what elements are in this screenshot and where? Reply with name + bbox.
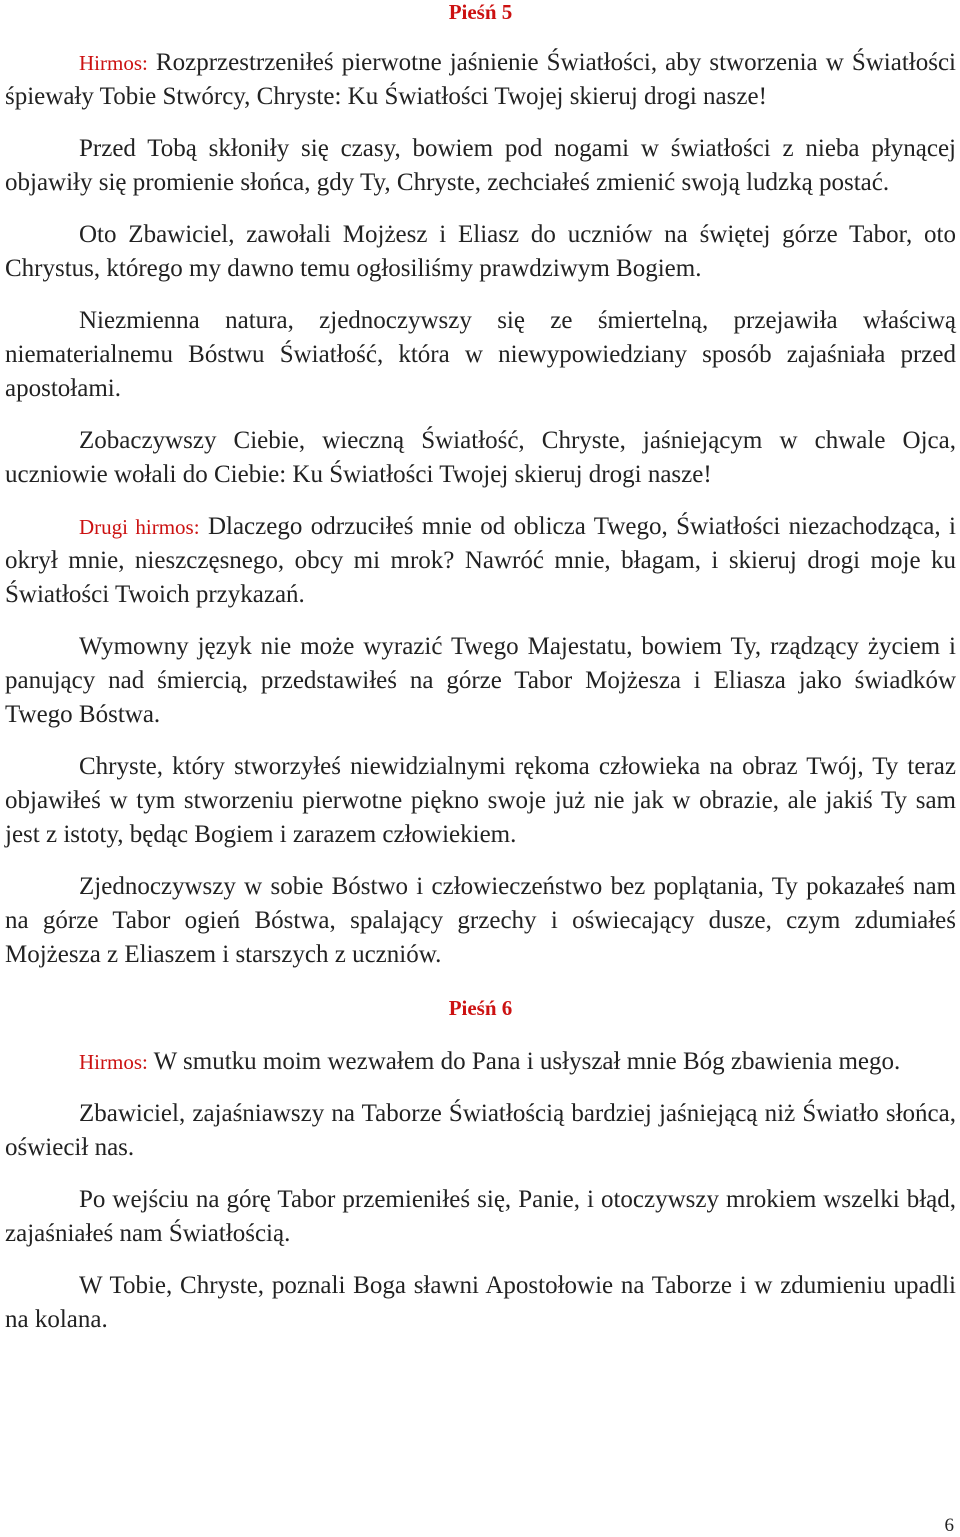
song-6-paragraph-3: W Tobie, Chryste, poznali Boga sławni Apostołowie na Taborze i w zdumieniu upadli na kolana. (5, 1272, 956, 1333)
hirmos-label: Hirmos: (79, 1050, 148, 1074)
song-6-hirmos (5, 1045, 956, 1079)
song-5-second-hirmos (5, 510, 956, 612)
song-5-paragraph-6: Chryste, który stworzyłeś niewidzialnymi rękoma człowieka na obraz Twój, Ty teraz objawiłeś w tym stworzeniu pierwotne piękno swoje już nie jak w obrazie, ale jakiś Ty sam jest z istoty, będąc Bogiem i zarazem człowiekiem. (5, 753, 956, 848)
song-5-paragraph-5: Wymowny język nie może wyrazić Twego Majestatu, bowiem Ty, rządzący życiem i panujący nad śmiercią, przedstawiłeś na górze Tabor Mojżesza i Eliasza jako świadków Twego Bóstwa. (5, 633, 956, 728)
hirmos-label: Hirmos: (79, 51, 148, 75)
second-hirmos-label: Drugi hirmos: (79, 515, 200, 539)
song-5-hirmos (5, 46, 956, 114)
song-5-paragraph-4: Zobaczywszy Ciebie, wieczną Światłość, Chryste, jaśniejącym w chwale Ojca, uczniowie wołali do Ciebie: Ku Światłości Twojej skieruj drogi nasze! (5, 427, 956, 488)
second-hirmos-text: Dlaczego odrzuciłeś mnie od oblicza Twego, Światłości niezachodząca, i okrył mnie, nieszczęsnego, obcy mi mrok? Nawróć mnie, błagam, i skieruj drogi moje ku Światłości Twoich przykazań. (5, 513, 956, 608)
document-page (5, 0, 956, 1355)
hirmos-text: W smutku moim wezwałem do Pana i usłyszał mnie Bóg zbawienia mego. (147, 1048, 901, 1075)
song-6-paragraph-2: Po wejściu na górę Tabor przemieniłeś się, Panie, i otoczywszy mrokiem wszelki błąd, zajaśniałeś nam Światłością. (5, 1186, 956, 1247)
page-number: 6 (944, 1515, 954, 1536)
song-5-paragraph-1: Przed Tobą skłoniły się czasy, bowiem pod nogami w światłości z nieba płynącej objawiły się promienie słońca, gdy Ty, Chryste, zechciałeś zmienić swoją ludzką postać. (5, 135, 956, 196)
song-5-paragraph-7: Zjednoczywszy w sobie Bóstwo i człowieczeństwo bez poplątania, Ty pokazałeś nam na górze Tabor ogień Bóstwa, spalający grzechy i oświecający dusze, czym zdumiałeś Mojżesza z Eliaszem i starszych z uczniów. (5, 873, 956, 968)
song-5-title: Pieśń 5 (448, 0, 513, 24)
song-5-paragraph-2: Oto Zbawiciel, zawołali Mojżesz i Eliasz do uczniów na świętej górze Tabor, oto Chrystus, którego my dawno temu ogłosiliśmy prawdziwym Bogiem. (5, 221, 956, 282)
song-6-title: Pieśń 6 (448, 996, 513, 1020)
song-5-paragraph-3: Niezmienna natura, zjednoczywszy się ze śmiertelną, przejawiła właściwą niematerialnemu Bóstwu Światłość, która w niewypowiedziany sposób zajaśniała przed apostołami. (5, 307, 956, 402)
hirmos-text: Rozprzestrzeniłeś pierwotne jaśnienie Światłości, aby stworzenia w Światłości śpiewały Tobie Stwórcy, Chryste: Ku Światłości Twojej skieruj drogi nasze! (5, 49, 956, 110)
song-6-paragraph-1: Zbawiciel, zajaśniawszy na Taborze Światłością bardziej jaśniejącą niż Światło słońca, oświecił nas. (5, 1100, 956, 1161)
